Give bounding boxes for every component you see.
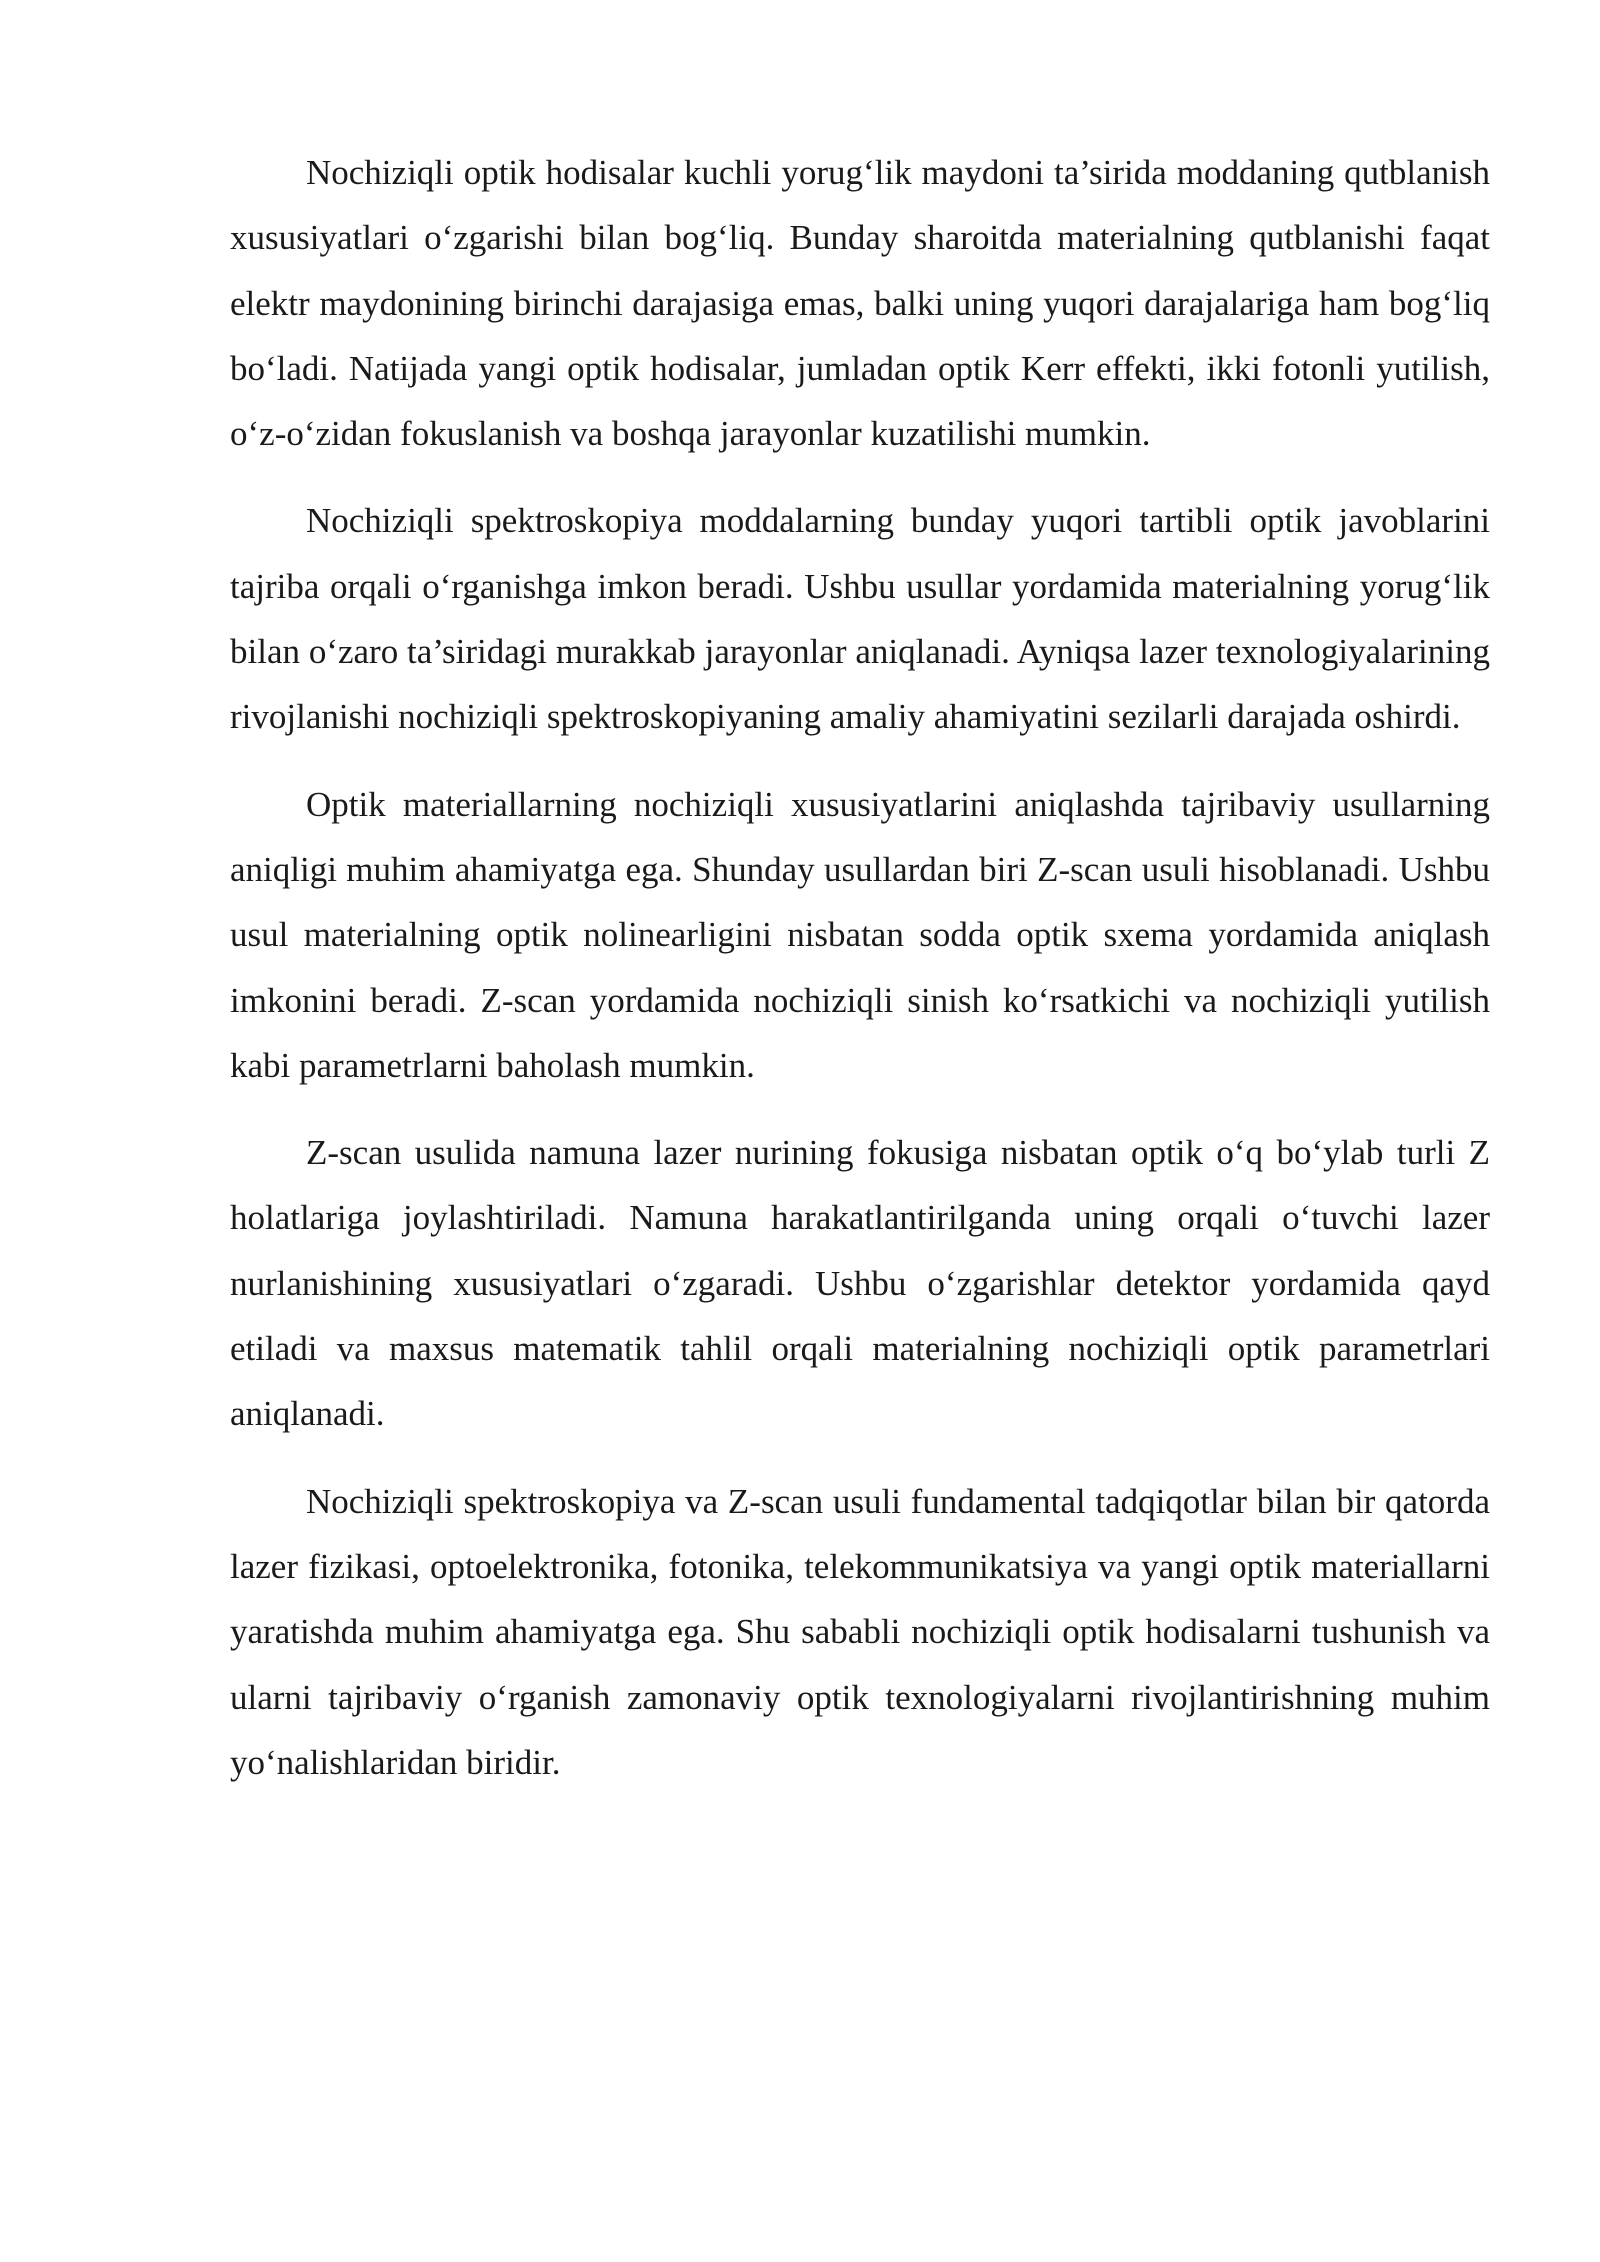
paragraph-z-scan-method-intro: Optik materiallarning nochiziqli xususiyatlarini aniqlashda tajribaviy usullarning aniqligi muhim ahamiyatga ega. Shunday usullardan biri Z-scan usuli hisoblanadi. Ushbu usul materialning optik nolinearligini nisbatan sodda optik sxema yordamida aniqlash imkonini beradi. Z-scan yordamida nochiziqli sinish ko‘rsatkichi va nochiziqli yutilish kabi parametrlarni baholash mumkin. — [230, 784, 1490, 1085]
paragraph-nonlinear-spectroscopy: Nochiziqli spektroskopiya moddalarning bunday yuqori tartibli optik javoblarini tajriba orqali o‘rganishga imkon beradi. Ushbu usullar yordamida materialning yorug‘lik bilan o‘zaro ta’siridagi murakkab jarayonlar aniqlanadi. Ayniqsa lazer texnologiyalarining rivojlanishi nochiziqli spektroskopiyaning amaliy ahamiyatini sezilarli darajada oshirdi. — [230, 501, 1490, 737]
document-body — [230, 140, 1490, 1817]
paragraph-applications-conclusion: Nochiziqli spektroskopiya va Z-scan usuli fundamental tadqiqotlar bilan bir qatorda lazer fizikasi, optoelektronika, fotonika, telekommunikatsiya va yangi optik materiallarni yaratishda muhim ahamiyatga ega. Shu sababli nochiziqli optik hodisalarni tushunish va ularni tajribaviy o‘rganish zamonaviy optik texnologiyalarni rivojlantirishning muhim yo‘nalishlaridan biridir. — [230, 1481, 1490, 1782]
paragraph-nonlinear-optical-phenomena: Nochiziqli optik hodisalar kuchli yorug‘lik maydoni ta’sirida moddaning qutblanish xususiyatlari o‘zgarishi bilan bog‘liq. Bunday sharoitda materialning qutblanishi faqat elektr maydonining birinchi darajasiga emas, balki uning yuqori darajalariga ham bog‘liq bo‘ladi. Natijada yangi optik hodisalar, jumladan optik Kerr effekti, ikki fotonli yutilish, o‘z-o‘zidan fokuslanish va boshqa jarayonlar kuzatilishi mumkin. — [230, 153, 1490, 454]
paragraph-z-scan-procedure: Z-scan usulida namuna lazer nurining fokusiga nisbatan optik o‘q bo‘ylab turli Z holatlariga joylashtiriladi. Namuna harakatlantirilganda uning orqali o‘tuvchi lazer nurlanishining xususiyatlari o‘zgaradi. Ushbu o‘zgarishlar detektor yordamida qayd etiladi va maxsus matematik tahlil orqali materialning nochiziqli optik parametrlari aniqlanadi. — [230, 1133, 1490, 1434]
